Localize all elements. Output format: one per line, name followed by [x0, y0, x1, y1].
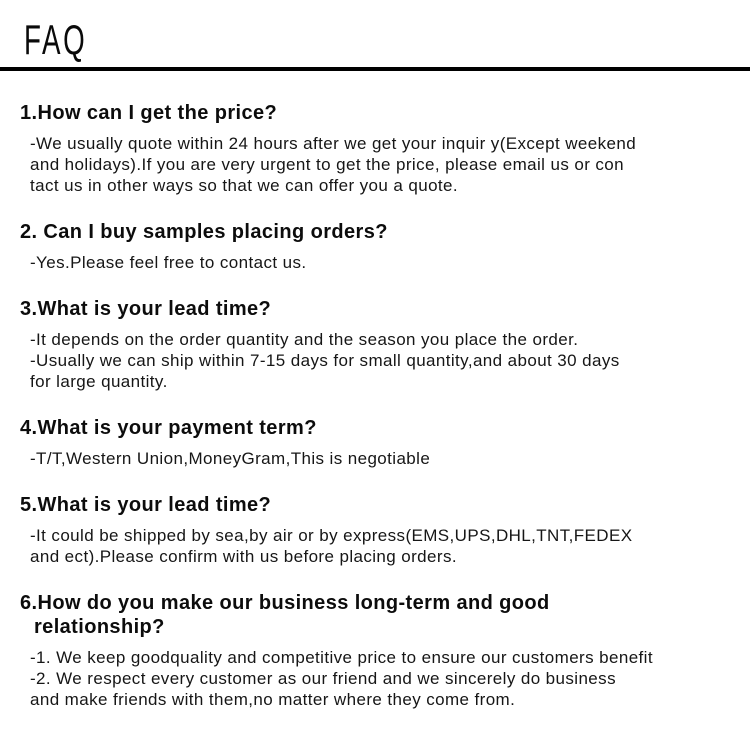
- answer-line: -It depends on the order quantity and the season you place the order.: [30, 330, 579, 349]
- answer-line: for large quantity.: [30, 372, 168, 391]
- faq-list: [0, 71, 750, 710]
- faq-item-4: [20, 416, 744, 469]
- question-text: 2. Can I buy samples placing orders?: [20, 221, 388, 243]
- answer-line: tact us in other ways so that we can offer you a quote.: [30, 176, 459, 195]
- page-title: FAQ: [24, 16, 88, 63]
- question-text: 1.How can I get the price?: [20, 102, 278, 124]
- answer-block: [30, 329, 744, 392]
- question-text: 6.How do you make our business long-term and good: [20, 592, 550, 614]
- answer-line: -1. We keep goodquality and competitive price to ensure our customers benefit: [30, 648, 653, 667]
- answer-line: -We usually quote within 24 hours after we get your inquir y(Except weekend: [30, 134, 637, 153]
- answer-line: and make friends with them,no matter where they come from.: [30, 690, 516, 709]
- answer-block: [30, 525, 744, 567]
- answer-line: and ect).Please confirm with us before placing orders.: [30, 547, 457, 566]
- question-text: relationship?: [34, 616, 165, 638]
- answer-block: [30, 448, 744, 469]
- faq-item-6: [20, 591, 744, 710]
- question-text: 4.What is your payment term?: [20, 417, 317, 439]
- answer-block: [30, 647, 744, 710]
- question-text: 5.What is your lead time?: [20, 494, 272, 516]
- answer-line: and holidays).If you are very urgent to get the price, please email us or con: [30, 155, 624, 174]
- faq-item-3: [20, 297, 744, 392]
- faq-item-1: [20, 101, 744, 196]
- answer-block: [30, 252, 744, 273]
- faq-item-5: [20, 493, 744, 567]
- answer-line: -It could be shipped by sea,by air or by express(EMS,UPS,DHL,TNT,FEDEX: [30, 526, 633, 545]
- question-text: 3.What is your lead time?: [20, 298, 272, 320]
- answer-line: -Usually we can ship within 7-15 days for small quantity,and about 30 days: [30, 351, 620, 370]
- page-header: [0, 0, 750, 63]
- answer-line: -2. We respect every customer as our friend and we sincerely do business: [30, 669, 616, 688]
- answer-block: [30, 133, 744, 196]
- answer-line: -T/T,Western Union,MoneyGram,This is negotiable: [30, 449, 431, 468]
- faq-item-2: [20, 220, 744, 273]
- answer-line: -Yes.Please feel free to contact us.: [30, 253, 307, 272]
